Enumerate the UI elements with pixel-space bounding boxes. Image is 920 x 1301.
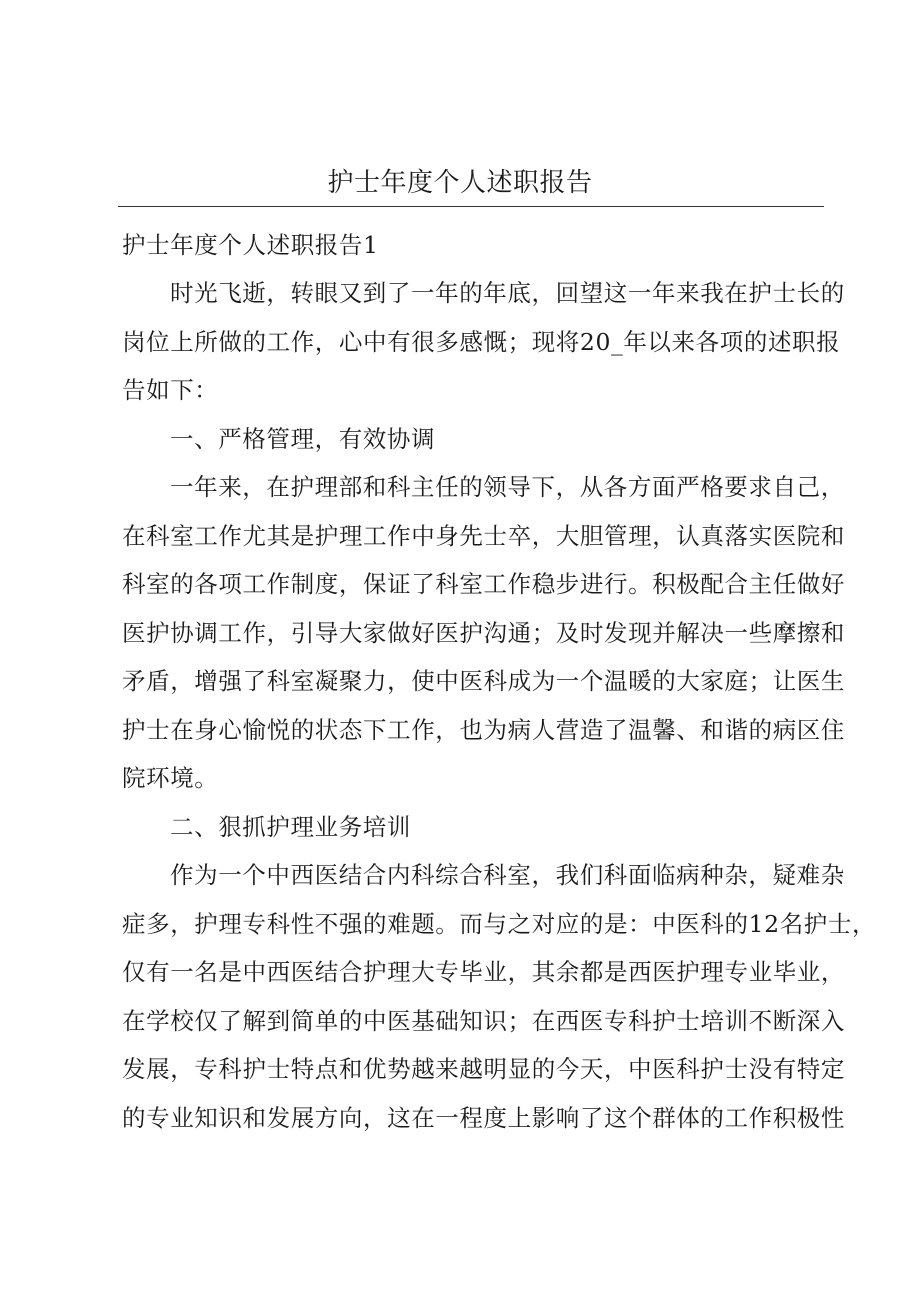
paragraph-line: 科室的各项工作制度，保证了科室工作稳步进行。积极配合主任做好 [122, 570, 845, 598]
paragraph-line: 仅有一名是中西医结合护理大专毕业，其余都是西医护理专业毕业， [122, 958, 845, 986]
paragraph-line: 时光飞逝，转眼又到了一年的年底，回望这一年来我在护士长的 [170, 279, 845, 307]
paragraph-line: 在学校仅了解到简单的中医基础知识；在西医专科护士培训不断深入 [122, 1007, 845, 1035]
paragraph-line: 的专业知识和发展方向，这在一程度上影响了这个群体的工作积极性 [122, 1104, 845, 1132]
section-heading: 二、狠抓护理业务培训 [170, 813, 411, 841]
paragraph-line: 院环境。 [122, 764, 219, 792]
paragraph-line: 症多，护理专科性不强的难题。而与之对应的是：中医科的12名护士， [122, 910, 877, 938]
paragraph-line: 护士在身心愉悦的状态下工作，也为病人营造了温馨、和谐的病区住 [122, 716, 845, 744]
section-heading: 一、严格管理，有效协调 [170, 425, 436, 453]
paragraph-line: 医护协调工作，引导大家做好医护沟通；及时发现并解决一些摩擦和 [122, 619, 845, 647]
section-heading: 护士年度个人述职报告1 [122, 231, 379, 259]
paragraph-line: 一年来，在护理部和科主任的领导下，从各方面严格要求自己， [170, 473, 845, 501]
paragraph-line: 矛盾，增强了科室凝聚力，使中医科成为一个温暖的大家庭；让医生 [122, 667, 845, 695]
paragraph-line: 在科室工作尤其是护理工作中身先士卒，大胆管理，认真落实医院和 [122, 522, 845, 550]
paragraph-line: 发展，专科护士特点和优势越来越明显的今天，中医科护士没有特定 [122, 1055, 845, 1083]
document-title: 护士年度个人述职报告 [327, 168, 593, 198]
paragraph-line: 告如下： [122, 376, 219, 404]
title-divider [118, 206, 824, 207]
paragraph-line: 作为一个中西医结合内科综合科室，我们科面临病种杂，疑难杂 [170, 861, 845, 889]
paragraph-line: 岗位上所做的工作，心中有很多感慨；现将20_年以来各项的述职报 [122, 328, 841, 356]
